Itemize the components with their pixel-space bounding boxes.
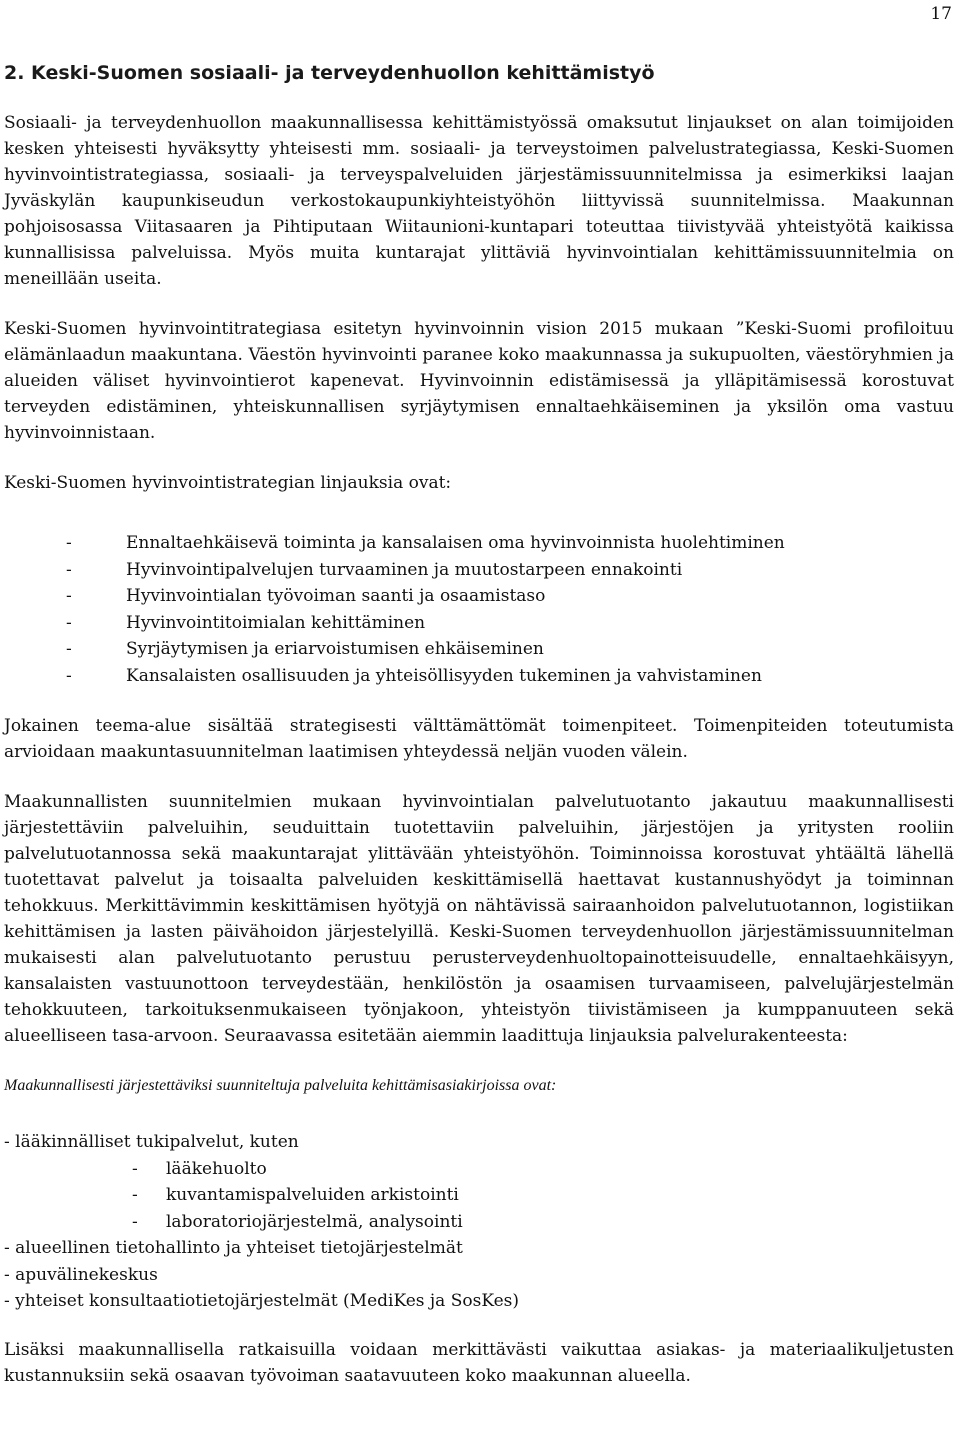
list-dash: - xyxy=(132,1158,138,1179)
paragraph-service-production: Maakunnallisten suunnitelmien mukaan hyvinvointialan palvelutuotanto jakautuu maakunnallisesti järjestettäviin palveluihin, seuduittain tuotettaviin palveluihin, järjestöjen ja yritysten rooliin palvelutuotannossa sekä maakuntarajat ylittävään yhteistyöhön. Toiminnoissa korostuvat yhtäältä lähellä tuotettavat palvelut ja toisaalta palveluiden keskittämisellä haettavat kustannushyödyt ja toiminnan tehokkuus. Merkittävimmin keskittämisen hyötyjä on nähtävissä sairaanhoidon palvelutuotannon, logistiikan kehittämisen ja lasten päivähoidon järjestelyillä. Keski-Suomen terveydenhuollon järjestämissuunnitelman mukaisesti alan palvelutuotanto perustuu perusterveydenhuoltopainotteisuudelle, ennaltaehkäisyyn, kansalaisten vastuunottoon terveydestään, henkilöstön ja osaamisen turvaamiseen, palvelujärjestelmän tehokkuuteen, tarkoituksenmukaiseen työnjakoon, yhteistyön tiivistämiseen ja kumppanuuteen sekä alueelliseen tasa-arvoon. Seuraavassa esitetään aiemmin laadittuja linjauksia palvelurakenteesta: xyxy=(4,792,954,1046)
list-item: - alueellinen tietohallinto ja yhteiset tietojärjestelmät xyxy=(4,1238,463,1258)
list-dash: - xyxy=(66,586,72,606)
list-item xyxy=(4,636,954,663)
list-dash: - xyxy=(132,1211,138,1232)
list-item xyxy=(4,557,954,584)
list-item-text: Hyvinvointialan työvoiman saanti ja osaamistaso xyxy=(126,586,546,606)
list-item-text: kuvantamispalveluiden arkistointi xyxy=(166,1185,459,1205)
list-item-text: Hyvinvointitoimialan kehittäminen xyxy=(126,612,426,633)
paragraph-theme-areas: Jokainen teema-alue sisältää strategisesti välttämättömät toimenpiteet. Toimenpiteiden toteutumista arvioidaan maakuntasuunnitelman laatimisen yhteydessä neljän vuoden välein. xyxy=(4,716,954,762)
list-dash: - xyxy=(66,665,72,686)
sub-list-item xyxy=(4,1156,954,1183)
list-item xyxy=(4,610,954,637)
section-heading: 2. Keski-Suomen sosiaali- ja terveydenhuollon kehittämistyö xyxy=(4,62,655,84)
list-item xyxy=(4,530,954,557)
list-dash: - xyxy=(132,1185,138,1205)
list-dash: - xyxy=(66,612,72,633)
document-body xyxy=(4,62,954,1413)
italic-subheading: Maakunnallisesti järjestettäviksi suunniteltuja palveluita kehittämisasiakirjoissa ovat: xyxy=(4,1077,557,1094)
sub-list-item xyxy=(4,1182,954,1209)
paragraph-closing: Lisäksi maakunnallisella ratkaisuilla voidaan merkittävästi vaikuttaa asiakas- ja materiaalikuljetusten kustannuksiin sekä osaavan työvoiman saatavuuteen koko maakunnan alueella. xyxy=(4,1339,954,1386)
list-item xyxy=(4,663,954,690)
strategy-list xyxy=(4,530,954,689)
paragraph-intro: Sosiaali- ja terveydenhuollon maakunnallisessa kehittämistyössä omaksutut linjaukset on alan toimijoiden kesken yhteisesti hyväksytty yhteisesti mm. sosiaali- ja terveystoimen palvelustrategiassa, Keski-Suomen hyvinvointistrategiassa, sosiaali- ja terveyspalveluiden järjestämissuunnitelmissa ja esimerkiksi laajan Jyväskylän kaupunkiseudun verkostokaupunkiyhteistyöhön liittyvissä suunnitelmissa. Maakunnan pohjoisosassa Viitasaaren ja Pihtiputaan Wiitaunioni-kuntapari toteuttaa tiivistyvää yhteistyötä kaikissa kunnallisissa palveluissa. Myös muita kuntarajat ylittäviä hyvinvointialan kehittämissuunnitelmia on meneillään useita. xyxy=(4,113,954,289)
list-item-text: Hyvinvointipalvelujen turvaaminen ja muutostarpeen ennakointi xyxy=(126,559,683,580)
list-dash: - xyxy=(66,639,72,659)
list-item-text: Kansalaisten osallisuuden ja yhteisöllisyyden tukeminen ja vahvistaminen xyxy=(126,665,762,686)
list-dash: - xyxy=(66,559,72,580)
list-item-text: Syrjäytymisen ja eriarvoistumisen ehkäiseminen xyxy=(126,639,544,659)
list-item xyxy=(4,583,954,610)
paragraph-strategy-intro: Keski-Suomen hyvinvointistrategian linjauksia ovat: xyxy=(4,473,452,493)
page-number: 17 xyxy=(930,4,952,24)
list-item-text: laboratoriojärjestelmä, analysointi xyxy=(166,1211,463,1232)
paragraph-vision: Keski-Suomen hyvinvointitrategiasa esitetyn hyvinvoinnin vision 2015 mukaan ”Keski-Suomi profiloituu elämänlaadun maakuntana. Väestön hyvinvointi paranee koko maakunnassa ja sukupuolten, väestöryhmien ja alueiden väliset hyvinvointierot kapenevat. Hyvinvoinnin edistämisessä ja ylläpitämisessä korostuvat terveyden edistäminen, yhteiskunnallisen syrjäytymisen ennaltaehkäiseminen ja yksilön oma vastuu hyvinvoinnistaan. xyxy=(4,319,954,443)
list-dash: - xyxy=(66,533,72,553)
list-item-text: Ennaltaehkäisevä toiminta ja kansalaisen oma hyvinvoinnista huolehtiminen xyxy=(126,533,785,553)
list-item: - yhteiset konsultaatiotietojärjestelmät (MediKes ja SosKes) xyxy=(4,1291,519,1311)
list-item-text: lääkehuolto xyxy=(166,1158,267,1179)
services-list xyxy=(4,1129,954,1315)
list-item: - lääkinnälliset tukipalvelut, kuten xyxy=(4,1132,299,1152)
sub-list-item xyxy=(4,1209,954,1236)
list-item: - apuvälinekeskus xyxy=(4,1264,158,1285)
